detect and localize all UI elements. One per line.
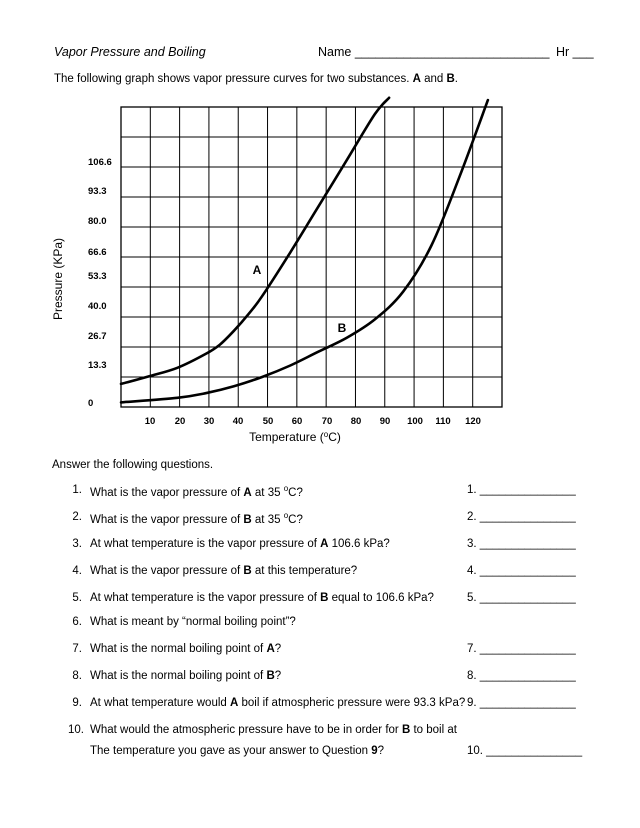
intro-a: A [412, 73, 421, 85]
question-text [90, 511, 303, 526]
question-text-part: At what temperature would [90, 697, 230, 709]
question-7 [0, 643, 640, 661]
answer-blank[interactable]: 1. _______________ [467, 484, 576, 496]
x-tick-label: 40 [232, 416, 244, 427]
degree-superscript: o [283, 484, 289, 493]
question-number: 2. [72, 511, 82, 523]
question-text-part: A [266, 643, 275, 655]
question-number: 5. [72, 592, 82, 604]
question-text-part: B [243, 565, 252, 577]
question-number: 1. [72, 484, 82, 496]
answer-blank[interactable]: 5. _______________ [467, 592, 576, 604]
chart-grid [121, 107, 502, 407]
degree-superscript: o [283, 511, 289, 520]
question-text [90, 745, 384, 757]
question-text-part: C? [288, 486, 303, 499]
x-tick-label: 90 [379, 416, 391, 427]
y-tick-label: 80.0 [88, 216, 107, 227]
question-10 [0, 724, 640, 742]
worksheet-title: Vapor Pressure and Boiling [54, 45, 206, 59]
answer-blank[interactable]: 4. _______________ [467, 565, 576, 577]
answer-blank[interactable]: 3. _______________ [467, 538, 576, 550]
questions-intro: Answer the following questions. [52, 459, 214, 471]
answer-blank[interactable]: 10. _______________ [467, 745, 583, 757]
question-text [90, 616, 296, 628]
question-text-part: At what temperature is the vapor pressure of [90, 538, 321, 550]
question-text-part: at 35 [251, 486, 284, 499]
question-text-part: A [243, 486, 252, 499]
y-tick-label: 53.3 [88, 271, 107, 282]
question-text-part: at this temperature? [251, 565, 358, 577]
question-number: 4. [72, 565, 82, 577]
x-tick-label: 110 [435, 416, 451, 427]
answer-blank[interactable]: 2. _______________ [467, 511, 576, 523]
question-text [90, 565, 357, 577]
question-text-part: 106.6 kPa? [328, 538, 390, 550]
question-text-part: At what temperature is the vapor pressure of [90, 592, 321, 604]
y-tick-labels [88, 157, 112, 409]
question-text-part: at 35 [251, 513, 284, 526]
question-text-part: to boil at [410, 724, 457, 736]
question-text-part: What is the normal boiling point of [90, 643, 267, 655]
y-tick-label: 106.6 [88, 157, 112, 168]
question-4 [0, 565, 640, 583]
question-number: 3. [72, 538, 82, 550]
question-text-part: B [401, 724, 411, 736]
question-number: 7. [72, 643, 82, 655]
question-10-continued [0, 745, 640, 763]
answer-blank[interactable]: 8. _______________ [467, 670, 576, 682]
question-text [90, 670, 281, 682]
x-tick-label: 120 [465, 416, 481, 427]
question-6 [0, 616, 640, 634]
question-2 [0, 511, 640, 529]
chart-curves [121, 98, 488, 403]
question-text-part: ? [274, 643, 282, 655]
question-number: 6. [72, 616, 82, 628]
question-text-part: B [243, 513, 252, 526]
question-text-part: The temperature you gave as your answer to Question [90, 745, 372, 757]
question-text-part: ? [274, 670, 282, 682]
question-8 [0, 670, 640, 688]
question-number: 10. [68, 724, 84, 736]
question-5 [0, 592, 640, 610]
intro-b: B [446, 73, 455, 85]
question-text-part: What is meant by “normal boiling point”? [90, 616, 296, 628]
question-text-part: A [320, 538, 329, 550]
question-1 [0, 484, 640, 502]
curve-label-a: A [252, 263, 262, 277]
answer-blank[interactable]: 7. _______________ [467, 643, 576, 655]
intro-mid: and [420, 73, 447, 85]
question-text-part: What would the atmospheric pressure have to be in order for [90, 724, 402, 736]
curve-a [121, 98, 389, 384]
question-text-part: equal to 106.6 kPa? [328, 592, 434, 604]
question-9 [0, 697, 640, 715]
y-tick-label: 13.3 [88, 360, 107, 371]
question-text-part: A [230, 697, 239, 709]
question-text [90, 643, 281, 655]
question-text [90, 592, 434, 604]
x-tick-labels [145, 416, 481, 427]
y-tick-label: 66.6 [88, 247, 107, 258]
question-number: 8. [72, 670, 82, 682]
curve-b [121, 100, 488, 402]
y-tick-label: 26.7 [88, 331, 107, 342]
x-tick-label: 80 [350, 416, 362, 427]
y-tick-label: 93.3 [88, 186, 107, 197]
question-text-part: 9 [371, 745, 378, 757]
x-tick-label: 50 [262, 416, 274, 427]
question-text-part: C? [288, 513, 303, 526]
name-field: Name ____________________________ [318, 45, 550, 59]
question-text-part: What is the vapor pressure of [90, 486, 244, 499]
question-text-part: What is the normal boiling point of [90, 670, 267, 682]
intro-post: . [454, 73, 458, 85]
x-tick-label: 10 [144, 416, 156, 427]
question-text-part: What is the vapor pressure of [90, 565, 244, 577]
x-tick-label: 30 [203, 416, 215, 427]
x-axis-label: Temperature ($^o$C) [249, 430, 341, 444]
intro-pre: The following graph shows vapor pressure curves for two substances. [54, 73, 413, 85]
x-tick-label: 20 [174, 416, 186, 427]
question-text-part: B [320, 592, 329, 604]
x-tick-label: 60 [291, 416, 303, 427]
question-text [90, 538, 390, 550]
hour-field: Hr ___ [556, 45, 594, 59]
curve-label-b: B [337, 321, 347, 335]
question-text-part: B [266, 670, 275, 682]
y-axis-label: Pressure (KPa) [51, 237, 65, 321]
question-text [90, 697, 465, 709]
question-text [90, 724, 457, 736]
question-3 [0, 538, 640, 556]
question-text-part: boil if atmospheric pressure were 93.3 kPa? [238, 697, 466, 709]
y-tick-label: 40.0 [88, 301, 107, 312]
x-tick-label: 70 [321, 416, 333, 427]
question-text-part: What is the vapor pressure of [90, 513, 244, 526]
question-text [90, 484, 303, 499]
question-number: 9. [72, 697, 82, 709]
y-tick-label: 0 [88, 398, 94, 409]
question-text-part: ? [377, 745, 385, 757]
answer-blank[interactable]: 9. _______________ [467, 697, 576, 709]
x-tick-label: 100 [407, 416, 423, 427]
